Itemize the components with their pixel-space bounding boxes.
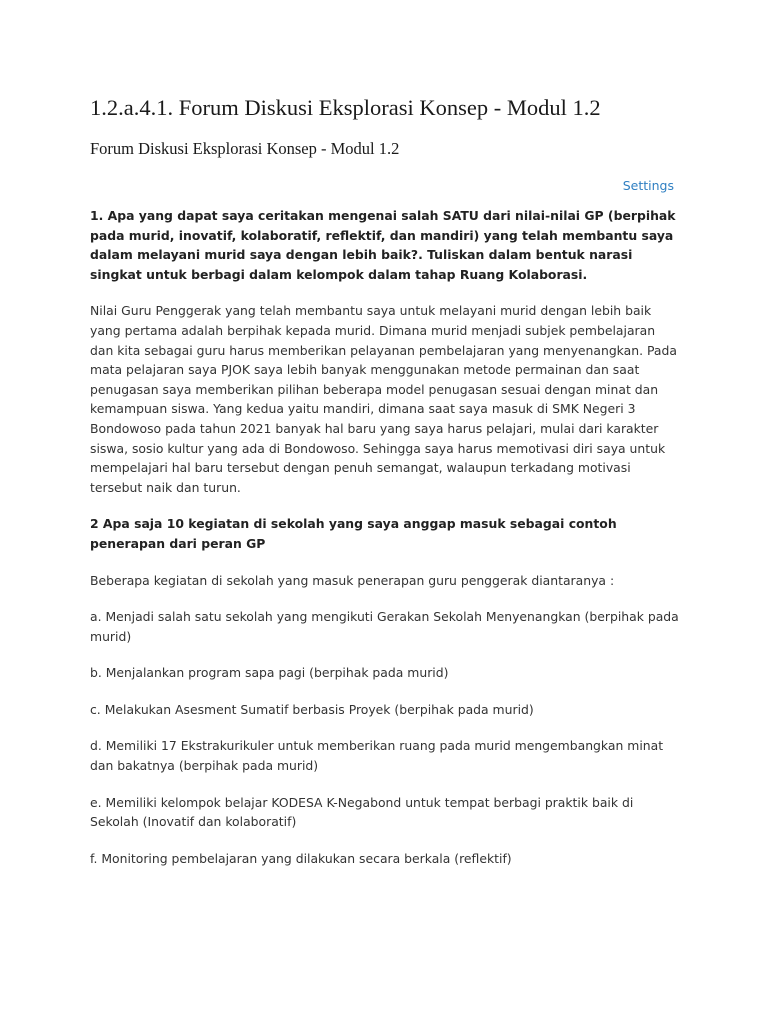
list-item: d. Memiliki 17 Ekstrakurikuler untuk memberikan ruang pada murid mengembangkan minat dan bakatnya (berpihak pada murid)	[90, 738, 664, 774]
answer-2-intro: Beberapa kegiatan di sekolah yang masuk penerapan guru penggerak diantaranya :	[90, 572, 615, 588]
question-2: 2 Apa saja 10 kegiatan di sekolah yang saya anggap masuk sebagai contoh penerapan dari peran GP	[90, 516, 617, 551]
question-1: 1. Apa yang dapat saya ceritakan mengenai salah SATU dari nilai-nilai GP (berpihak pada murid, inovatif, kolaboratif, reflektif, dan mandiri) yang telah membantu saya dalam melayani murid saya dengan lebih baik?. Tuliskan dalam bentuk narasi singkat untuk berbagi dalam kelompok dalam tahap Ruang Kolaborasi.	[90, 208, 676, 282]
list-item: e. Memiliki kelompok belajar KODESA K-Negabond untuk tempat berbagi praktik baik di Sekolah (Inovatif dan kolaboratif)	[90, 794, 634, 830]
page-title: 1.2.a.4.1. Forum Diskusi Eksplorasi Konsep - Modul 1.2	[90, 95, 601, 120]
forum-post-body	[90, 206, 680, 885]
list-item: f. Monitoring pembelajaran yang dilakukan secara berkala (reflektif)	[90, 850, 512, 866]
list-item: c. Melakukan Asesment Sumatif berbasis Proyek (berpihak pada murid)	[90, 701, 534, 717]
list-item: a. Menjadi salah satu sekolah yang mengikuti Gerakan Sekolah Menyenangkan (berpihak pada murid)	[90, 609, 679, 644]
answer-1: Nilai Guru Penggerak yang telah membantu saya untuk melayani murid dengan lebih baik yang pertama adalah berpihak kepada murid. Dimana murid menjadi subjek pembelajaran dan kita sebagai guru harus memberikan pelayanan pembelajaran yang menyenangkan. Pada mata pelajaran saya PJOK saya lebih banyak menggunakan metode permainan dan saat penugasan saya memberikan pilihan beberapa model penugasan sesuai dengan minat dan kemampuan siswa. Yang kedua yaitu mandiri, dimana saat saya masuk di SMK Negeri 3 Bondowoso pada tahun 2021 banyak hal baru yang saya harus pelajari, mulai dari karakter siswa, sosio kultur yang ada di Bondowoso. Sehingga saya harus memotivasi diri saya untuk mempelajari hal baru tersebut dengan penuh semangat, walaupun terkadang motivasi tersebut naik dan turun.	[90, 303, 677, 495]
page-subtitle: Forum Diskusi Eksplorasi Konsep - Modul 1.2	[90, 139, 400, 158]
settings-link[interactable]: Settings	[622, 178, 674, 193]
list-item: b. Menjalankan program sapa pagi (berpihak pada murid)	[90, 665, 449, 681]
